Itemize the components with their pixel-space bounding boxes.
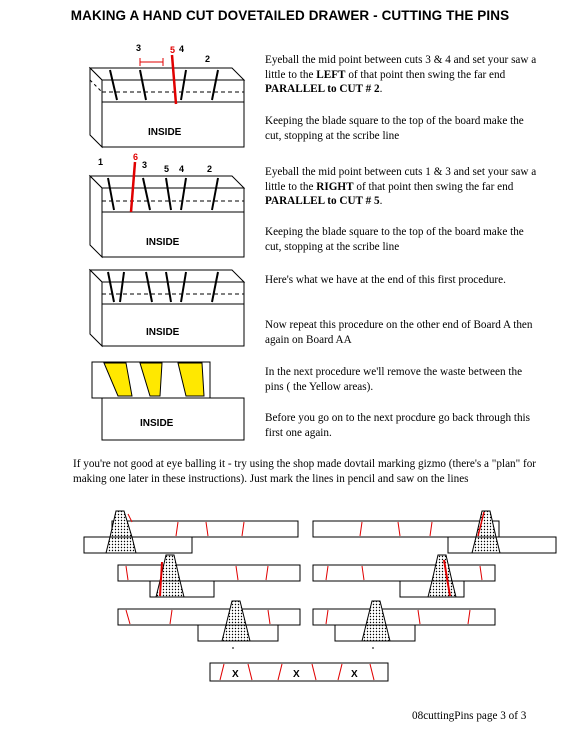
gizmo-row-2-left xyxy=(118,555,300,597)
fig1-num-4: 4 xyxy=(179,44,185,54)
fig2-num-5: 5 xyxy=(164,164,170,174)
gizmo-row-1-left xyxy=(84,511,298,553)
gizmo-row-3-right xyxy=(313,601,495,648)
waste-mark-2: X xyxy=(293,669,300,680)
step-3-text-b: Now repeat this procedure on the other end of Board A then again on Board AA xyxy=(265,319,533,346)
fig3-inside-label: INSIDE xyxy=(146,327,180,338)
fig1-num-5: 5 xyxy=(170,45,176,55)
fig1-num-3: 3 xyxy=(136,43,142,53)
fig1-inside-label: INSIDE xyxy=(148,127,182,138)
step-4-text-a: In the next procedure we'll remove the waste between the pins ( the Yellow areas). xyxy=(265,366,523,393)
figure-1-dimension xyxy=(140,58,163,66)
gizmo-row-1-right xyxy=(313,511,556,553)
step-2-text-b: Keeping the blade square to the top of the board make the cut, stopping at the scribe line xyxy=(265,226,524,253)
step-4-text-b: Before you go on to the next procdure go back through this first one again. xyxy=(265,412,531,439)
gizmo-row-3-left xyxy=(118,601,300,648)
page-footer: 08cuttingPins page 3 of 3 xyxy=(412,710,527,722)
figure-4-waste-areas xyxy=(104,363,204,396)
step-1-text-b: Keeping the blade square to the top of the board make the cut, stopping at the scribe line xyxy=(265,115,524,142)
waste-mark-1: X xyxy=(232,669,239,680)
fig4-inside-label: INSIDE xyxy=(140,418,174,429)
waste-mark-3: X xyxy=(351,669,358,680)
fig2-num-1: 1 xyxy=(98,157,104,167)
gizmo-note: If you're not good at eye balling it - try using the shop made dovtail marking gizmo (there's a "plan" for making one later in these instructions). Just mark the lines in pencil and saw on the lines xyxy=(73,458,537,485)
fig2-num-4: 4 xyxy=(179,164,185,174)
fig2-inside-label: INSIDE xyxy=(146,237,180,248)
fig2-num-3: 3 xyxy=(142,160,148,170)
gizmo-row-2-right xyxy=(313,555,495,597)
step-1-text-a: Eyeball the mid point between cuts 3 & 4 and set your saw a little to the LEFT of that point then swing the far end PARALLEL to CUT # 2. xyxy=(265,54,537,95)
fig2-num-6: 6 xyxy=(133,152,139,162)
fig2-num-2: 2 xyxy=(207,164,213,174)
fig1-num-2: 2 xyxy=(205,54,211,64)
page-title: MAKING A HAND CUT DOVETAILED DRAWER - CUTTING THE PINS xyxy=(70,8,510,23)
step-2-text-a: Eyeball the mid point between cuts 1 & 3 and set your saw a little to the RIGHT of that point then swing the far end PARALLEL to CUT # 5. xyxy=(265,166,537,207)
step-3-text-a: Here's what we have at the end of this first procedure. xyxy=(265,274,506,286)
